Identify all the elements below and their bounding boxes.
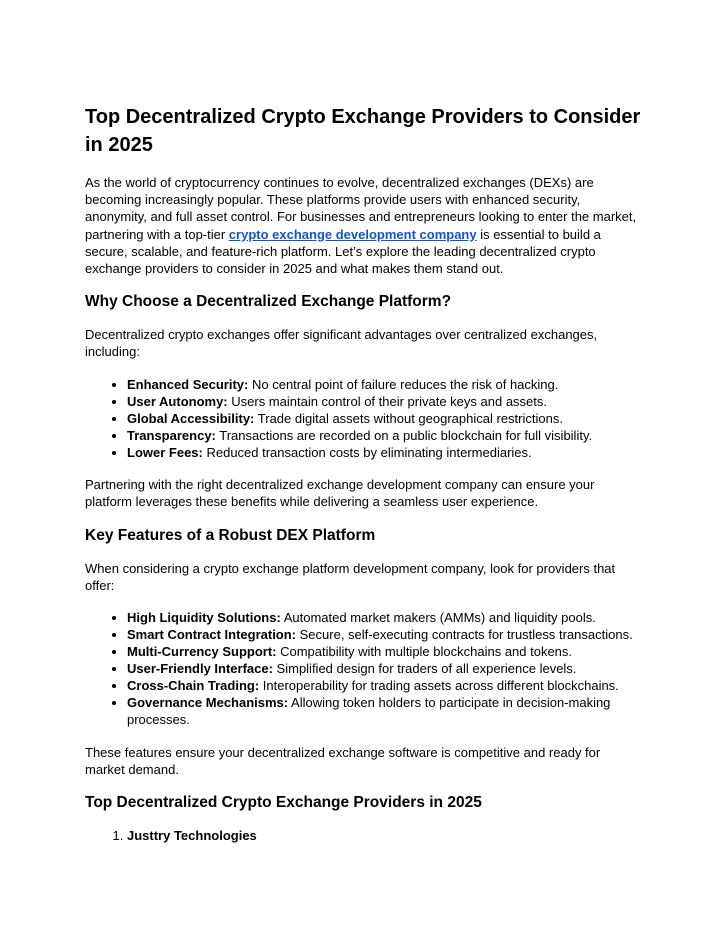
section-heading-top-providers: Top Decentralized Crypto Exchange Providers in 2025 bbox=[85, 793, 482, 811]
crypto-exchange-development-link[interactable]: crypto exchange development company bbox=[228, 226, 477, 242]
section-heading-why-choose: Why Choose a Decentralized Exchange Platform? bbox=[85, 293, 452, 311]
section-lead: When considering a crypto exchange platform development company, look for providers that offer: bbox=[85, 560, 616, 593]
providers-list bbox=[85, 827, 641, 844]
section-closing: These features ensure your decentralized exchange software is competitive and ready for market demand. bbox=[85, 744, 601, 777]
list-item: • Enhanced Security: No central point of failure reduces the risk of hacking. bbox=[127, 376, 641, 393]
list-item: • Cross-Chain Trading: Interoperability for trading assets across different blockchains. bbox=[127, 677, 641, 694]
list-item: • High Liquidity Solutions: Automated market makers (AMMs) and liquidity pools. bbox=[127, 609, 641, 626]
document-title: Top Decentralized Crypto Exchange Providers to Consider in 2025 bbox=[85, 106, 641, 156]
list-item: 1. Justtry Technologies bbox=[127, 827, 641, 844]
section-lead: Decentralized crypto exchanges offer significant advantages over centralized exchanges, including: bbox=[85, 327, 598, 360]
list-item: • Global Accessibility: Trade digital assets without geographical restrictions. bbox=[127, 410, 641, 427]
intro-text-after: is essential to build a secure, scalable, and feature-rich platform. Let’s explore the leading decentralized crypto exchange providers to consider in 2025 and what makes them stand out. bbox=[85, 226, 601, 277]
section-heading-key-features: Key Features of a Robust DEX Platform bbox=[85, 526, 376, 544]
list-item: • Lower Fees: Reduced transaction costs by eliminating intermediaries. bbox=[127, 444, 641, 461]
features-list bbox=[85, 609, 641, 729]
advantages-list bbox=[85, 376, 641, 461]
list-item: • Transparency: Transactions are recorded on a public blockchain for full visibility. bbox=[127, 427, 641, 444]
intro-text-before: As the world of cryptocurrency continues to evolve, decentralized exchanges (DEXs) are becoming increasingly popular. These platforms provide users with enhanced security, anonymity, and full asset control. For businesses and entrepreneurs looking to enter the market, partnering with a top-tier bbox=[85, 175, 637, 242]
list-item: • Governance Mechanisms: Allowing token holders to participate in decision-making processes. bbox=[127, 694, 641, 728]
list-item: • User-Friendly Interface: Simplified design for traders of all experience levels. bbox=[127, 660, 641, 677]
list-item: • Multi-Currency Support: Compatibility with multiple blockchains and tokens. bbox=[127, 643, 641, 660]
list-item: • Smart Contract Integration: Secure, self-executing contracts for trustless transactions. bbox=[127, 626, 641, 643]
list-item: • User Autonomy: Users maintain control of their private keys and assets. bbox=[127, 393, 641, 410]
intro-paragraph bbox=[85, 174, 641, 277]
section-closing: Partnering with the right decentralized exchange development company can ensure your platform leverages these benefits while delivering a seamless user experience. bbox=[85, 477, 595, 510]
document-body bbox=[85, 103, 641, 859]
